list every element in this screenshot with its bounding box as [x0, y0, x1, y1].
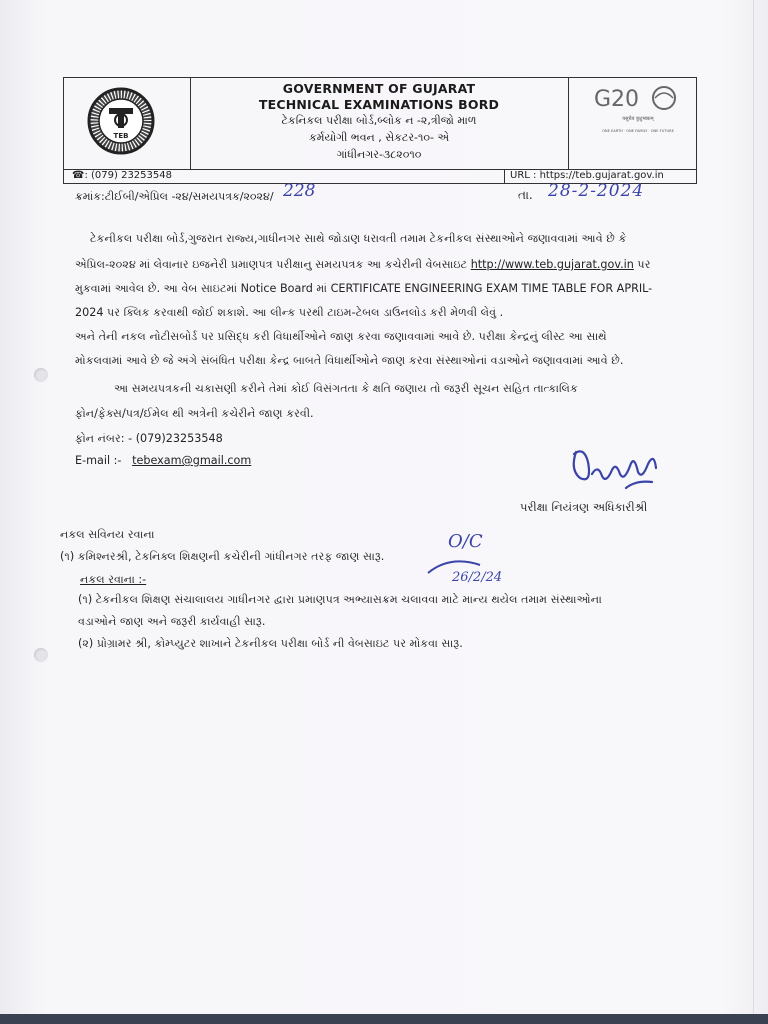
handwritten-signature [566, 440, 666, 502]
phone-info: ☎: (079) 23253548 [72, 170, 172, 181]
body-line: આ સમયપત્રકની ચકાસણી કરીને તેમાં કોઈ વિસંગતતા કે ક્ષતિ જણાય તો જરૂરી સૂચન સહિત તાત્કાલિક [114, 382, 578, 395]
website-link[interactable]: http://www.teb.gujarat.gov.in [470, 258, 634, 271]
letterhead-box [63, 77, 697, 170]
body-line: મુકવામાં આવેલ છે. આ વેબ સાઇટમાં Notice Board માં CERTIFICATE ENGINEERING EXAM TIME TABLE FOR APRIL- [75, 282, 653, 295]
inward-stamp-handwriting [420, 525, 530, 587]
date-label: તા. [518, 188, 533, 202]
g20-tagline: ONE EARTH · ONE FAMILY · ONE FUTURE [602, 129, 674, 133]
logo-center-text: TEB [113, 132, 129, 140]
phone-number: (079) 23253548 [91, 170, 172, 181]
divider [190, 78, 191, 169]
email-label: E-mail :- [75, 454, 122, 467]
body-line: મોકલવામાં આવે છે જે અંગે સંબંધિત પરીક્ષા કેન્દ્ર બાબતે વિધાર્થીઓને જાણ કરવા સંસ્થાઓનાં વડાઓને જણાવવામાં આવે છે. [75, 354, 624, 367]
reference-number-label: ક્રમાંક:ટીઈબી/એપ્રિલ -૨૪/સમયપત્રક/૨૦૨૪/ [75, 190, 274, 203]
g20-hindi: वसुधैव कुटुम्बकम् [622, 116, 654, 122]
copy-heading: નકલ સવિનય રવાના [60, 528, 155, 541]
copy-item: વડાઓને જાણ અને જરૂરી કાર્યવાહી સારૂ. [78, 615, 266, 628]
address-line-2: કર્મયોગી ભવન , સેકટર-૧૦- એ [308, 131, 450, 144]
copy-heading: નકલ રવાના :- [80, 573, 147, 586]
divider [568, 78, 569, 169]
handwritten-ref-number: 228 [283, 181, 316, 201]
punch-hole [34, 648, 48, 662]
svg-text:26/2/24: 26/2/24 [452, 570, 503, 585]
g20-logo [584, 82, 692, 142]
divider [504, 170, 505, 183]
gov-title: GOVERNMENT OF GUJARAT [282, 81, 476, 96]
board-title: TECHNICAL EXAMINATIONS BORD [258, 97, 500, 112]
website-url: URL : https://teb.gujarat.gov.in [510, 170, 664, 181]
email-line [75, 454, 251, 467]
copy-item: (૧) ટેકનીકલ શિક્ષણ સંચાલાલય ગાધીનગર દ્વારા પ્રમાણપત્ર અભ્યાસક્રમ ચલાવવા માટે માન્ય થયેલ તમામ સંસ્થાઓના [78, 593, 602, 606]
address-line-3: ગાંધીનગર-૩૮૨૦૧૦ [336, 148, 422, 161]
body-line: ટેકનીકલ પરીક્ષા બોર્ડ,ગુજરાત રાજ્ય,ગાધીનગર સાથે જોડાણ ધરાવતી તમામ ટેકનીકલ સંસ્થાઓને જણાવવામાં આવે છે કે [90, 232, 627, 245]
scan-edge [0, 1014, 768, 1024]
teb-seal-logo [76, 86, 166, 156]
body-line: અને તેની નકલ નોટીસબોર્ડ પર પ્રસિદ્ધ કરી વિધાર્થીઓને જાણ કરવા જણાવવામાં આવે છે. પરીક્ષા કેન્દ્રનું લીસ્ટ આ સાથે [75, 330, 607, 343]
svg-text:O/C: O/C [448, 531, 483, 552]
copy-item: (૧) કમિશ્નરશ્રી, ટેકનિક્લ શિક્ષણની કચેરીની ગાંધીનગર તરફ જાણ સારૂ. [60, 550, 385, 563]
copy-item: (૨) પ્રોગ્રામર શ્રી, કોમ્પ્યુટર શાખાને ટેકનીકલ પરીક્ષા બોર્ડ ની વેબસાઇટ પર મોકવા સારૂ. [78, 637, 463, 650]
signatory-title: પરીક્ષા નિયંત્રણ અધિકારીશ્રી [520, 500, 648, 514]
body-line: એપ્રિલ-૨૦૨૪ માં લેવાનાર ઇજનેરી પ્રમાણપત્ર પરીક્ષાનુ સમયપત્રક આ કચેરીની વેબસાઇટ http://www.teb.gujarat.gov.in પર [75, 258, 651, 271]
body-line: 2024 પર ક્લિક કરવાથી જોઈ શકાશે. આ લીન્ક પરથી ટાઇમ-ટેબલ ડાઉનલોડ કરી મેળવી લેવું . [75, 306, 504, 319]
punch-hole [34, 368, 48, 382]
body-line: ફોન/ફેક્સ/પત્ર/ઈમેલ થી અત્રેની કચેરીને જાણ કરવી. [75, 407, 314, 420]
email-link[interactable]: tebexam@gmail.com [132, 454, 252, 467]
address-line-1: ટેકનિકલ પરીક્ષા બોર્ડ,બ્લોક ન -૨,ત્રીજો માળ [281, 114, 477, 127]
handwritten-date: 28-2-2024 [548, 181, 645, 201]
g20-wordmark: G20 [594, 87, 640, 112]
phone-line: ફોન નંબર: - (079)23253548 [75, 432, 223, 445]
page-edge [753, 0, 754, 1024]
